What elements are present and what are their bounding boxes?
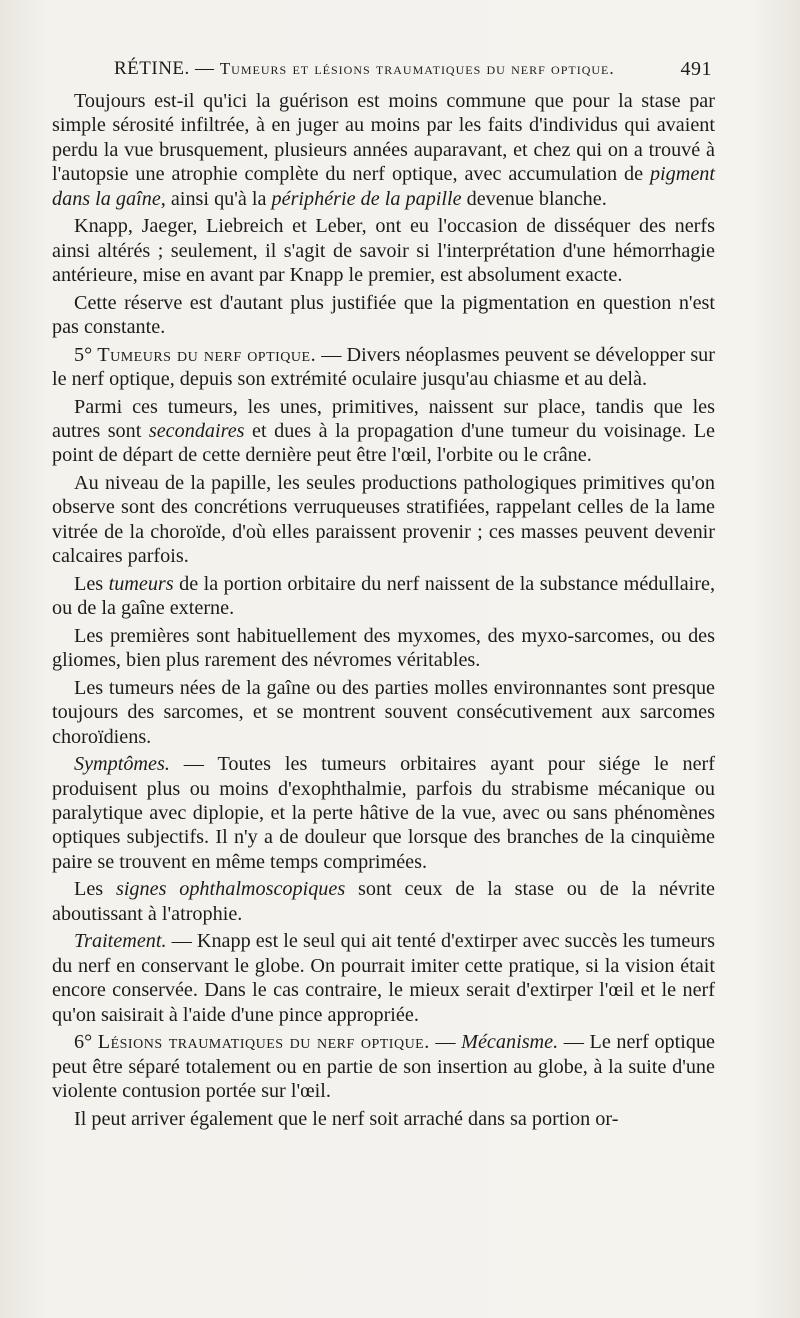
italic-term: tumeurs xyxy=(108,572,174,595)
subheading-mecanisme: Mécanisme. xyxy=(461,1031,559,1054)
paragraph-14: Il peut arriver également que le nerf soit arraché dans sa portion or- xyxy=(74,1107,619,1130)
paragraph-7: Les tumeurs de la portion orbitaire du nerf naissent de la substance médullaire, ou de la gaîne externe. xyxy=(52,572,715,620)
paragraph-5: Parmi ces tumeurs, les unes, primitives, naissent sur place, tandis que les autres sont secondaires et dues à la propagation d'une tumeur du voisinage. Le point de départ de cette dernière peut être l'œil, l'orbite ou le crâne. xyxy=(52,395,716,467)
paragraph-symptomes: Symptômes. — Toutes les tumeurs orbitaires ayant pour siége le nerf produisent plus ou moins d'exophthalmie, parfois du strabisme mécanique ou paralytique avec diplopie, et la perte hâtive de la vue, avec ou sans phénomènes optiques subjectifs. Il n'y a de douleur que lorsque des branches de la cinquième paire se trouvent en même temps comprimées. xyxy=(52,753,715,873)
paragraph-2: Knapp, Jaeger, Liebreich et Leber, ont eu l'occasion de disséquer des nerfs ainsi altérés ; seulement, il s'agit de savoir si l'interprétation d'une hémorrhagie antérieure, mise en avant par Knapp le premier, est absolument exacte. xyxy=(52,215,715,287)
paragraph-6: Au niveau de la papille, les seules productions pathologiques primitives qu'on observe sont des concrétions verruqueuses stratifiées, rappelant celles de la lame vitrée de la choroïde, d'où elles paraissent provenir ; ces masses peuvent devenir calcaires parfois. xyxy=(52,472,715,568)
header-dash: — xyxy=(195,58,215,79)
subheading-symptomes: Symptômes. xyxy=(74,753,170,776)
section-heading: Tumeurs du nerf optique. xyxy=(97,343,317,366)
section-5-tumeurs: 5° Tumeurs du nerf optique. — Divers néoplasmes peuvent se développer sur le nerf optique, depuis son extrémité oculaire jusqu'au chiasme et au delà. xyxy=(52,343,715,391)
paragraph-9: Les tumeurs nées de la gaîne ou des parties molles environnantes sont presque toujours des sarcomes, et se montrent souvent consécutivement aux sarcomes choroïdiens. xyxy=(52,676,715,748)
section-title: RÉTINE. xyxy=(114,58,190,79)
section-number: 5° xyxy=(74,343,93,366)
paragraph-3: Cette réserve est d'autant plus justifiée que la pigmentation en question n'est pas constante. xyxy=(52,291,715,339)
paragraph-11: Les signes ophthalmoscopiques sont ceux de la stase ou de la névrite aboutissant à l'atrophie. xyxy=(52,878,716,925)
page-number: 491 xyxy=(680,58,712,80)
italic-term: pigment dans la gaîne xyxy=(52,163,715,210)
section-heading: Lésions traumatiques du nerf optique. xyxy=(97,1031,430,1054)
paragraph-8: Les premières sont habituellement des myxomes, des myxo-sarcomes, ou des gliomes, bien plus rarement des névromes véritables. xyxy=(52,624,715,672)
section-number: 6° xyxy=(74,1031,93,1054)
italic-term: secondaires xyxy=(148,420,245,443)
header-subtitle: Tumeurs et lésions traumatiques du nerf optique. xyxy=(219,59,615,78)
subheading-traitement: Traitement. xyxy=(74,930,167,953)
italic-term: signes ophthalmoscopiques xyxy=(115,878,346,901)
body-text xyxy=(52,89,715,1131)
paragraph-traitement: Traitement. — Knapp est le seul qui ait tenté d'extirper avec succès les tumeurs du nerf en conservant le globe. On pourrait imiter cette pratique, si la vision était encore conservée. Dans le cas contraire, le mieux serait d'extirper l'œil et le nerf qu'on saisirait à l'aide d'une pince appropriée. xyxy=(52,930,715,1026)
section-6-lesions: 6° Lésions traumatiques du nerf optique. — Mécanisme. — Le nerf optique peut être séparé totalement ou en partie de son insertion au globe, à la suite d'une violente contusion portée sur l'œil. xyxy=(52,1031,716,1103)
running-header xyxy=(52,58,712,84)
paragraph-1: Toujours est-il qu'ici la guérison est moins commune que pour la stase par simple sérosité infiltrée, à en juger au moins par les faits d'individus qui avaient perdu la vue brusquement, plusieurs années auparavant, et chez qui on a trouvé à l'autopsie une atrophie complète du nerf optique, avec accumulation de pigment dans la gaîne, ainsi qu'à la périphérie de la papille devenue blanche. xyxy=(52,90,715,210)
running-title xyxy=(114,58,615,80)
italic-term: périphérie de la papille xyxy=(271,187,462,210)
